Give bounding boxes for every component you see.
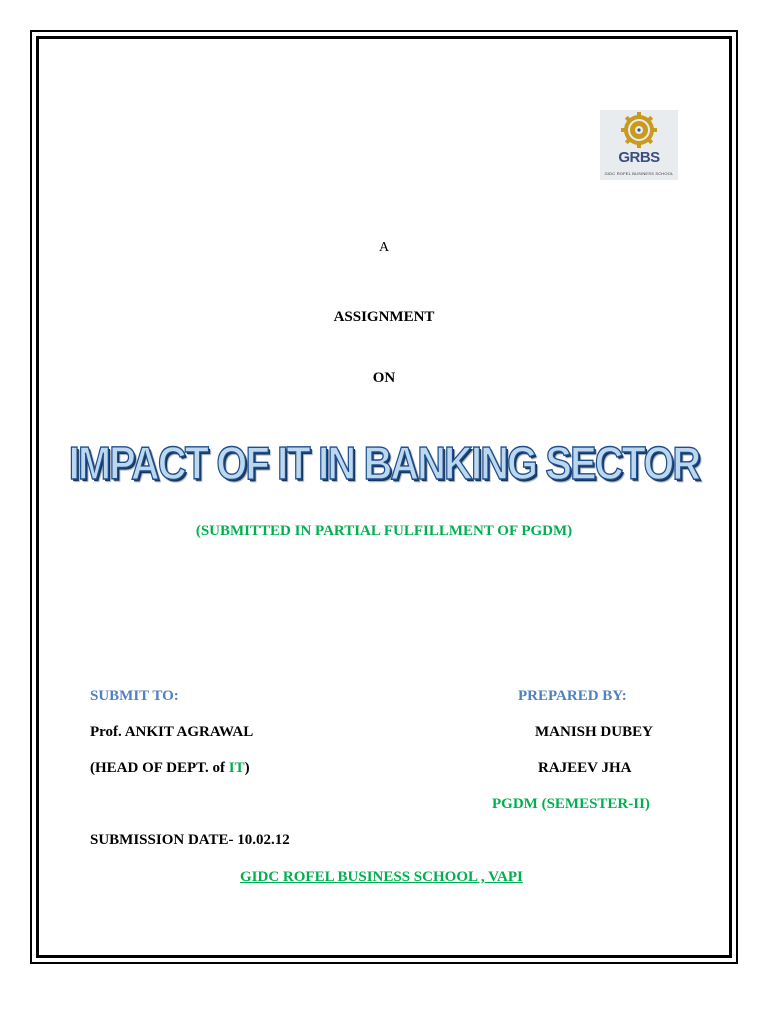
line-on: ON — [372, 370, 396, 386]
line-assignment: ASSIGNMENT — [333, 309, 435, 325]
author-name-1: MANISH DUBEY — [535, 724, 653, 740]
submission-date: SUBMISSION DATE- 10.02.12 — [90, 832, 290, 848]
supervisor-role — [90, 760, 250, 777]
school-logo — [600, 110, 678, 180]
supervisor-name: Prof. ANKIT AGRAWAL — [90, 724, 254, 740]
supervisor-role-suffix: ) — [244, 760, 250, 776]
logo-subtext: GIDC ROFEL BUSINESS SCHOOL — [604, 171, 674, 176]
document-title: IMPACT OF IT IN BANKING SECTOR — [68, 437, 700, 489]
submit-to-label: SUBMIT TO: — [90, 688, 179, 704]
rotary-wheel-icon — [600, 110, 678, 152]
program-semester: PGDM (SEMESTER-II) — [492, 796, 650, 812]
document-subtitle: (SUBMITTED IN PARTIAL FULFILLMENT OF PGDM) — [195, 523, 573, 539]
line-a: A — [378, 240, 390, 255]
supervisor-role-prefix: (HEAD OF DEPT. of — [90, 760, 229, 776]
logo-name: GRBS — [618, 149, 660, 166]
author-name-2: RAJEEV JHA — [538, 760, 632, 776]
prepared-by-label: PREPARED BY: — [518, 688, 627, 704]
school-name-link[interactable]: GIDC ROFEL BUSINESS SCHOOL , VAPI — [240, 869, 523, 885]
supervisor-role-highlight: IT — [228, 760, 245, 776]
